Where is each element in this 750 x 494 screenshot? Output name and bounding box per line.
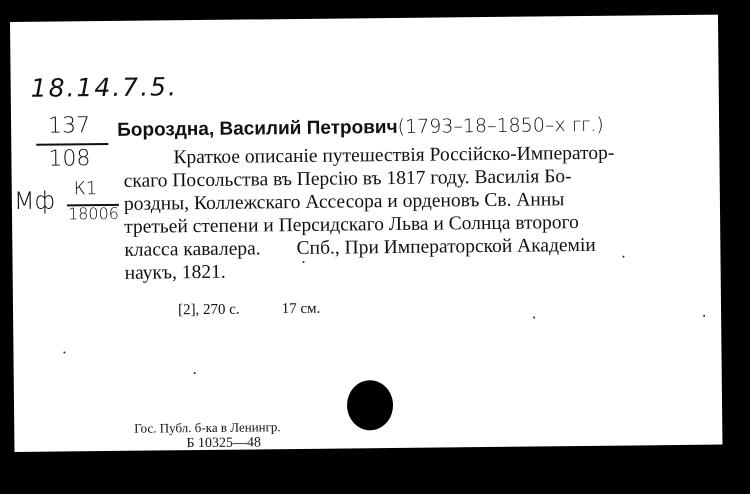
speck	[533, 317, 535, 319]
microfilm-top: К1	[73, 178, 98, 200]
call-number-upper: 137	[47, 113, 91, 139]
catalog-card	[10, 15, 722, 452]
speck	[622, 256, 624, 258]
description-line: роздны, Коллежскаго Ассесора и орденовъ Св. Анны	[123, 189, 565, 215]
heading	[117, 114, 604, 142]
description-line: Краткое описаніе путешествія Россійско-Император-	[173, 142, 615, 169]
microfilm-number: 18006	[67, 203, 120, 224]
description-line: класса кавалера.	[124, 238, 261, 261]
punch-hole	[347, 380, 394, 430]
microfilm-prefix: Мф	[13, 186, 56, 215]
collation	[178, 301, 320, 319]
imprint-place: Спб., При Императорской Академіи	[296, 234, 596, 260]
description-line: третьей степени и Персидскаго Льва и Солнца второго	[124, 212, 579, 238]
speck	[63, 351, 65, 353]
stamp-line: Гос. Публ. б-ка в Ленингр.	[134, 419, 281, 436]
speck	[703, 315, 705, 317]
size: 17 см.	[281, 300, 321, 318]
call-number-divider	[36, 143, 108, 146]
author-dates: (1793–18–1850–х гг.)	[397, 113, 604, 138]
pages: [2], 270 с.	[177, 301, 240, 319]
call-number-lower: 108	[48, 146, 91, 172]
description	[123, 141, 704, 285]
speck	[194, 372, 196, 374]
author-name: Борозднa, Василий Петрович	[117, 116, 398, 141]
library-stamp	[134, 419, 281, 453]
shelf-mark: 18.14.7.5.	[30, 72, 179, 103]
speck	[303, 261, 305, 263]
description-line: наукъ, 1821.	[124, 261, 226, 284]
stamp-line: Б 10325—48	[186, 435, 262, 452]
description-line: скаго Посольства въ Персію въ 1817 году. Василія Бо-	[123, 166, 572, 192]
